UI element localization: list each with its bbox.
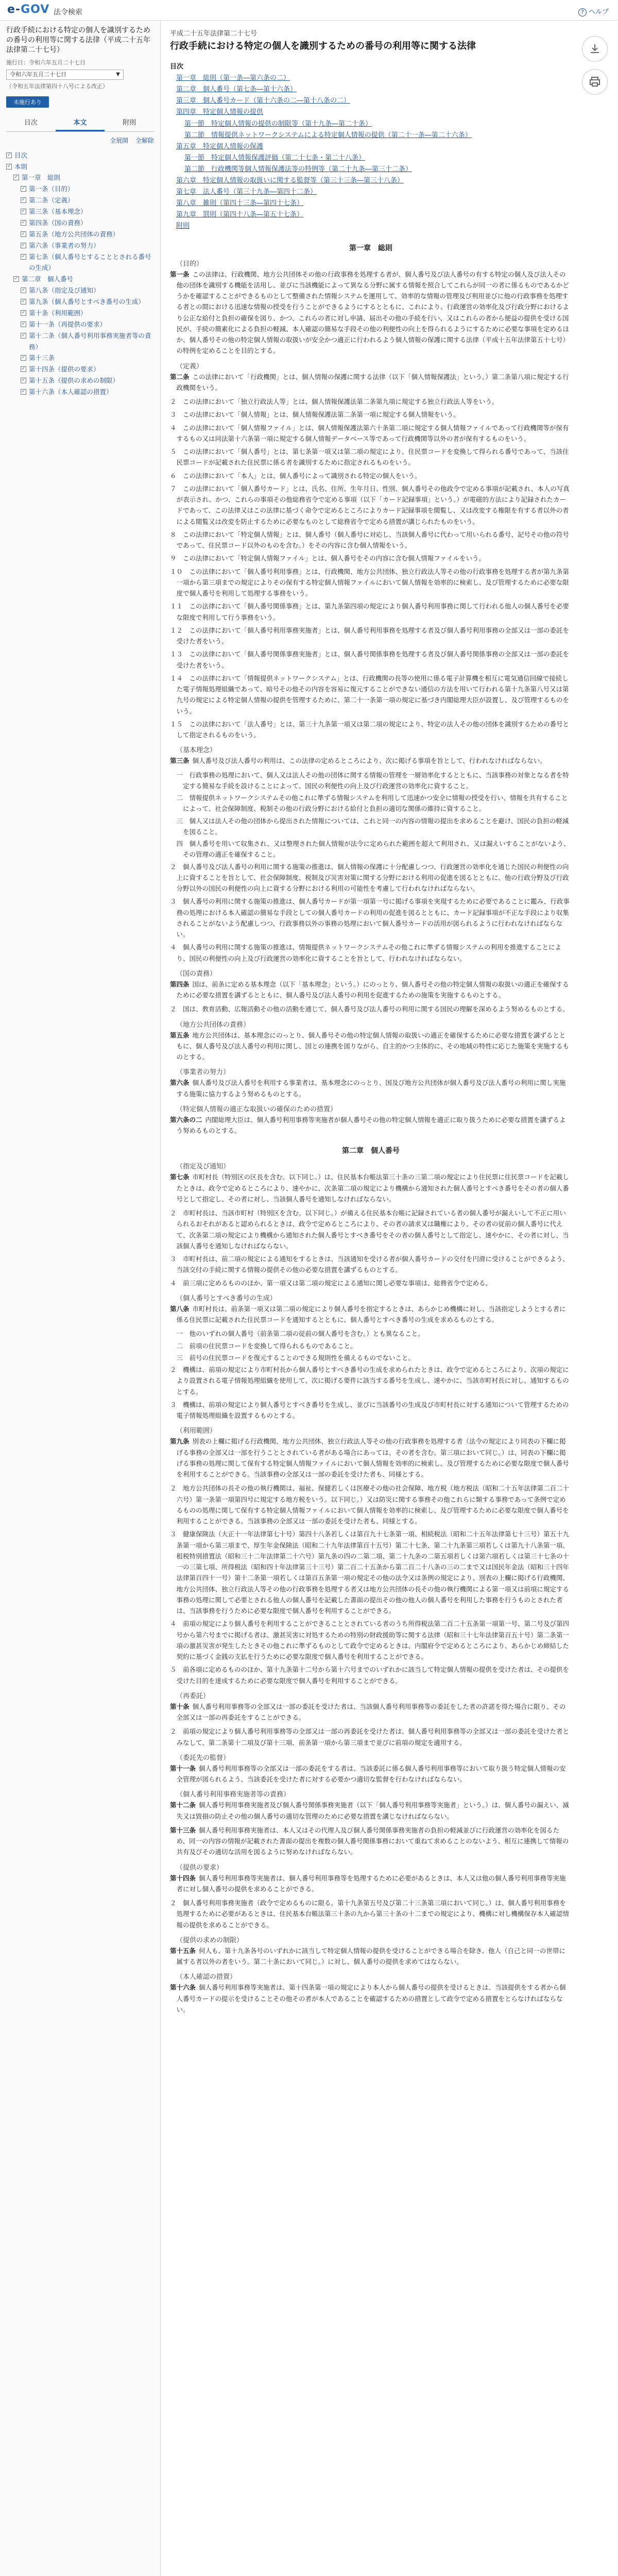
sidebar-toc-label: 第十五条（提供の求めの制限）: [29, 377, 119, 385]
article-paragraph: ２ 地方公共団体の長その他の執行機関は、福祉、保健若しくは医療その他の社会保障、地方税（地方税法（昭和二十五年法律第二百二十六号）第一条第一項第四号に規定する地方税をいう。以下同じ。）又は防災に関する事務その他これらに類する事務であって条例で定めるものの処理に関して保有する特定個人情報ファイルにおいて個人情報を効率的に検索し、及び管理するために必要な限度で個人番号を利用することができる。当該事務の全部又は一部の委託を受けた者も、同様とする。: [170, 1484, 570, 1525]
article-paragraph: ９ この法律において「特定個人情報ファイル」とは、個人番号をその内容に含む個人情報ファイルをいう。: [170, 554, 486, 563]
sidebar-toc-label: 第十一条（再提供の要求）: [29, 320, 107, 328]
article-number[interactable]: 第十六条: [170, 1984, 196, 1992]
article-paragraph: ４ 前三項に定めるもののほか、第一項又は第二項の規定による通知に関し必要な事項は、総務省令で定める。: [170, 1279, 492, 1287]
article-paragraph: ２ 前項の規定により個人番号利用事務等の全部又は一部の再委託を受けた者は、個人番号利用事務等の全部又は一部の委託を受けた者とみなして、第二条第十二項及び第十三項、前条第一項から第三項まで並びに前項の規定を適用する。: [170, 1727, 570, 1747]
article-number[interactable]: 第十四条: [170, 1874, 196, 1882]
sidebar-toc-label: 第一条（目的）: [29, 185, 74, 193]
sidebar-toc-label: 第二章 個人番号: [22, 275, 74, 283]
article-body: [170, 1800, 572, 1822]
toc-link[interactable]: 第二節 行政機関等個人情報保護法等の特例等（第二十九条―第三十二条）: [184, 165, 413, 173]
article-paragraph: ３ 個人番号の利用に関する施策の推進は、個人番号カードが第一項第一号に掲げる事項を実現するために必要であることに鑑み、行政事務の処理における本人確認の簡易な手段としての個人番号カードの利用の促進を図るとともに、カード記録事項が不正な手段により収集されることがないよう配慮しつつ、行政事務以外の事務の処理において個人番号カードの活用が図られるように行われなければならない。: [170, 897, 570, 938]
article-text: 個人番号利用事務実施者は、本人又はその代理人及び個人番号関係事務実施者の負担の軽減並びに行政運営の効率化を図るため、同一の内容の情報が記載された書面の提出を複数の個人番号関係事務において重ねて求めることのないよう、相互に連携して情報の共有及びその適切な活用を図るように努めなければならない。: [176, 1826, 569, 1856]
article-caption: （特定個人情報の適正な取扱いの確保のための措置）: [176, 1105, 337, 1113]
article-number[interactable]: 第七条: [170, 1173, 190, 1181]
help-link[interactable]: [578, 6, 609, 16]
sidebar-toc-item[interactable]: [6, 352, 154, 364]
toc-heading: 目次: [170, 63, 184, 71]
sidebar-toc-label: 第十条（利用範囲）: [29, 309, 87, 317]
article-paragraph: １２ この法律において「個人番号利用事務実施者」とは、個人番号利用事務を処理する者及び個人番号利用事務の全部又は一部の委託を受けた者をいう。: [170, 626, 570, 645]
checkbox-icon[interactable]: ✓: [21, 321, 26, 327]
article-paragraph: ３ 健康保険法（大正十一年法律第七十号）第四十八条若しくは第百九十七条第一項、相続税法（昭和二十五年法律第七十三号）第五十九条第一項から第三項まで、厚生年金保険法（昭和二十九年法律第百十五号）第二十七条、第二十九条第三項若しくは第九十八条第一項、租税特別措置法（昭和三十二年法律第二十六号）第九条の四の二第二項、第二十九条の二第五項若しくは第六項若しくは第三十七条の十一の三第七項、所得税法（昭和四十年法律第三十三号）第二百二十五条から第二百二十八条の三の二まで又は国民年金法（昭和三十四年法律第百四十一号）第十二条第一項若しくは第百五条第一項の規定その他の法令又は条例の規定により、別表の上欄に掲げる行政機関、地方公共団体、独立行政法人等その他の行政事務を処理する者又は地方公共団体の長その他の執行機関による第一項又は前項に規定する事務の処理に関して必要とされる他人の個人番号を記載した書面の提出その他の他人の個人番号を利用した事務を行うものとされた者は、当該事務を行うために必要な限度で個人番号を利用することができる。: [170, 1530, 570, 1615]
article-paragraph: ２ 個人番号及び法人番号の利用に関する施策の推進は、個人情報の保護に十分配慮しつつ、行政運営の効率化を通じた国民の利便性の向上に資することを旨として、社会保障制度、税制及び災害対策に関する分野における利用の促進を図るとともに、他の行政分野及び行政分野以外の国民の利便性の向上に資する分野における利用の可能性を考慮して行われなければならない。: [170, 862, 569, 892]
sidebar-toc-label: 第二条（定義）: [29, 196, 74, 205]
article-body: [170, 1436, 572, 1480]
sidebar-toc-item[interactable]: [6, 251, 154, 274]
checkbox-icon[interactable]: ✓: [21, 242, 26, 248]
article-number[interactable]: 第四条: [170, 980, 190, 988]
site-subtitle: 法令検索: [54, 8, 82, 16]
article-item: 三 前号の住民票コードを復元することのできる規則性を備えるものでないこと。: [176, 1353, 415, 1362]
toc-link[interactable]: 第四章 特定個人情報の提供: [176, 108, 264, 116]
article-text: 地方公共団体は、基本理念にのっとり、個人番号その他の特定個人情報の取扱いの適正を確保するために必要な措置を講ずるとともに、個人番号及び法人番号の利用に関し、国との連携を図りながら、自主的かつ主体的に、その地域の特性に応じた施策を実施するものとする。: [176, 1031, 570, 1061]
article-paragraph: １０ この法律において「個人番号利用事務」とは、行政機関、地方公共団体、独立行政法人等その他の行政事務を処理する者が第九条第一項から第三項までの規定によりその保有する特定個人情報ファイルにおいて個人情報を効率的に検索し、及び管理するために必要な限度で個人番号を利用して処理する事務をいう。: [170, 567, 570, 597]
site-header: [0, 0, 618, 21]
checkbox-icon[interactable]: ✓: [21, 186, 26, 192]
sidebar-toc-item[interactable]: [6, 229, 154, 240]
article-paragraph: ５ この法律において「個人番号」とは、第七条第一項又は第二項の規定により、住民票コードを変換して得られる番号であって、当該住民票コードが記載された住民票に係る者を識別するために指定されるものをいう。: [170, 448, 569, 467]
article-body: [170, 979, 572, 1001]
sidebar-toc-label: 目次: [14, 151, 28, 159]
sidebar-toc-item[interactable]: [6, 240, 154, 251]
article-caption: （委託先の監督）: [176, 1754, 230, 1762]
toc-link[interactable]: 第二節 情報提供ネットワークシステムによる特定個人情報の提供（第二十一条―第二十六条）: [184, 131, 472, 139]
sidebar-toc-label: 第十三条: [29, 354, 55, 362]
article-text: 個人番号利用事務等実施者は、第十四条第一項の規定により本人から個人番号の提供を受けるときは、当該提供をする者から個人番号カードの提示を受けることその他その者が本人であることを確認するための措置として政令で定める措置をとらなければならない。: [176, 1984, 566, 2013]
download-button[interactable]: [582, 36, 608, 62]
article-body: [170, 1982, 572, 2015]
article-paragraph: ６ この法律において「本人」とは、個人番号によって識別される特定の個人をいう。: [170, 471, 421, 480]
article-paragraph: １５ この法律において「法人番号」とは、第三十九条第一項又は第二項の規定により、特定の法人その他の団体を識別するための番号として指定されるものをいう。: [170, 720, 570, 739]
sidebar-toc-label: 第十二条（個人番号利用事務実施者等の責務）: [29, 331, 151, 351]
article-text: 個人番号及び法人番号の利用は、この法律の定めるところにより、次に掲げる事項を旨として、行われなければならない。: [192, 757, 546, 765]
article-text: 個人番号利用事務等の全部又は一部の委託を受けた者は、当該個人番号利用事務等の委託をした者の許諾を得た場合に限り、その全部又は一部の再委託をすることができる。: [176, 1702, 566, 1721]
article-text: 内閣総理大臣は、個人番号利用事務等実施者が個人番号その他の特定個人情報を適正に取り扱うために必要な措置を講ずるよう努めるものとする。: [176, 1115, 566, 1134]
article-text: 個人番号利用事務等の全部又は一部の委託をする者は、当該委託に係る個人番号利用事務等において取り扱う特定個人情報の安全管理が図られるよう、当該委託を受けた者に対する必要かつ適切な監督を行わなければならない。: [176, 1764, 566, 1783]
article-paragraph: ４ 個人番号の利用に関する施策の推進は、情報提供ネットワークシステムその他これに準ずる情報システムの利用を推進することにより、国民の利便性の向上及び行政運営の効率化に資することを旨として、行われなければならない。: [170, 943, 562, 962]
sidebar-toc-label: 第五条（地方公共団体の責務）: [29, 230, 119, 238]
sidebar-toc-item[interactable]: [6, 274, 154, 285]
article-caption: （地方公共団体の責務）: [176, 1021, 250, 1029]
article-body: [170, 755, 572, 766]
article-paragraph: ２ 個人番号利用事務実施者（政令で定めるものに限る。第十九条第五号及び第二十三条第三項において同じ。）は、個人番号利用事務を処理するために必要があるときは、住民基本台帳法第三十条の九から第三十条の十二までの規定により、機構に対し機構保存本人確認情報の提供を求めることができる。: [170, 1899, 570, 1929]
sidebar-toc-item[interactable]: [6, 161, 154, 173]
version-note: （令和五年法律第四十八号による改正）: [6, 82, 108, 90]
logo-gov: GOV: [21, 3, 50, 16]
toc-link[interactable]: 第九章 罰則（第四十八条―第五十七条）: [176, 211, 304, 219]
article-paragraph: １３ この法律において「個人番号関係事務実施者」とは、個人番号関係事務を処理する者及び個人番号関係事務の全部又は一部の委託を受けた者をいう。: [170, 650, 570, 669]
sidebar-toc-label: 第三条（基本理念）: [29, 208, 87, 216]
article-caption: （事業者の努力）: [176, 1069, 230, 1077]
article-caption: （目的）: [176, 260, 203, 268]
print-icon: [589, 76, 601, 88]
egov-logo[interactable]: [7, 3, 49, 16]
article-body: [170, 371, 572, 394]
version-date-value: 令和六年五月二十七日: [10, 71, 66, 78]
sidebar-toc-item[interactable]: [6, 330, 154, 353]
article-text: 個人番号利用事務実施者及び個人番号関係事務実施者（以下「個人番号利用事務等実施者」という。）は、個人番号の漏えい、滅失又は毀損の防止その他の個人番号の適切な管理のために必要な措置を講じなければならない。: [176, 1801, 569, 1820]
article-caption: （国の責務）: [176, 970, 217, 978]
article-paragraph: ８ この法律において「特定個人情報」とは、個人番号（個人番号に対応し、当該個人番号に代わって用いられる番号、記号その他の符号であって、住民票コード以外のものを含む。）をその内容に含む個人情報をいう。: [170, 530, 569, 549]
article-caption: （提供の求めの制限）: [176, 1936, 244, 1944]
sidebar-toc-label: 第四条（国の責務）: [29, 218, 87, 227]
toc-link[interactable]: 第五章 特定個人情報の保護: [176, 142, 264, 150]
toc-link[interactable]: 第七章 法人番号（第三十九条―第四十二条）: [176, 188, 317, 196]
help-label: ヘルプ: [588, 8, 609, 16]
article-text: この法律において「行政機関」とは、個人情報の保護に関する法律（以下「個人情報保護法」という。）第二条第八項に規定する行政機関をいう。: [176, 372, 569, 392]
article-number[interactable]: 第九条: [170, 1437, 190, 1446]
article-number[interactable]: 第十一条: [170, 1764, 196, 1772]
article-paragraph: １４ この法律において「情報提供ネットワークシステム」とは、行政機関の長等の使用に係る電子計算機を相互に電気通信回線で接続した電子情報処理組織であって、暗号その他その内容を容易に復元することができない通信の方法を用いて行われる第十九条第八号又は第九号の規定による特定個人情報の提供を管理するために、第二十一条第一項の規定に基づき内閣総理大臣が設置し、及び管理するものをいう。: [170, 674, 570, 715]
sidebar-toc-item[interactable]: [6, 364, 154, 375]
article-body: [170, 1114, 572, 1137]
checkbox-icon[interactable]: ✓: [14, 175, 19, 180]
article-body: [170, 1945, 572, 1968]
toc-link[interactable]: 附則: [176, 222, 190, 230]
sidebar-toc-item[interactable]: [6, 285, 154, 296]
checkbox-icon[interactable]: ✓: [21, 378, 26, 383]
article-item: 三 個人又は法人その他の団体から提出された情報については、これと同一の内容の情報の提出を求めることを避け、国民の負担の軽減を図ること。: [176, 817, 569, 836]
article-text: 何人も、第十九条各号のいずれかに該当して特定個人情報の提供を受けることができる場合を除き、他人（自己と同一の世帯に属する者以外の者をいう。第二十条において同じ。）に対し、個人番号の提供を求めてはならない。: [176, 1946, 566, 1965]
article-body: [170, 1763, 572, 1785]
toc-link[interactable]: 第三章 個人番号カード（第十六条の二―第十八条の二）: [176, 97, 351, 105]
sidebar-toc-label: 第十四条（提供の要求）: [29, 365, 100, 374]
article-number[interactable]: 第一条: [170, 270, 190, 278]
sidebar-toc-label: 第六条（事業者の努力）: [29, 241, 100, 249]
article-body: [170, 1303, 572, 1326]
article-number[interactable]: 第十五条: [170, 1946, 196, 1955]
checkbox-icon[interactable]: ✓: [21, 332, 26, 338]
article-paragraph: ４ この法律において「個人情報ファイル」とは、個人情報保護法第六十条第二項に規定する個人情報ファイルであって行政機関等が保有するもの又は同法第十六条第一項に規定する個人情報データベース等であって行政機関等以外の者が保有するものをいう。: [170, 423, 569, 443]
article-text: 個人番号利用事務等実施者は、個人番号利用事務等を処理するために必要があるときは、本人又は他の個人番号利用事務等実施者に対し個人番号の提供を求めることができる。: [176, 1874, 566, 1893]
article-number[interactable]: 第六条: [170, 1079, 190, 1087]
checkbox-icon[interactable]: ✓: [21, 287, 26, 293]
checkbox-icon[interactable]: ✓: [21, 197, 26, 203]
article-caption: （利用範囲）: [176, 1427, 217, 1435]
article-body: [170, 1030, 572, 1063]
article-caption: （個人番号とすべき番号の生成）: [176, 1294, 277, 1302]
help-icon: ?: [578, 8, 587, 16]
sidebar-toc-item[interactable]: [6, 217, 154, 229]
chevron-down-icon: ▼: [116, 71, 120, 77]
checkbox-icon[interactable]: ✓: [21, 366, 26, 372]
sidebar-law-meta: 施行日：令和六年五月二十七日: [6, 59, 85, 66]
sidebar-toc-label: 第一章 総則: [22, 174, 61, 182]
article-caption: （基本理念）: [176, 747, 217, 755]
checkbox-icon[interactable]: ✓: [21, 253, 26, 259]
article-paragraph: ２ 機構は、前項の規定により市町村長から個人番号とすべき番号の生成を求められたときは、政令で定めるところにより、次項の規定により設置される電子情報処理組織を使用して、次に掲げる要件に該当する番号を生成し、速やかに、当該市町村長に対し、通知するものとする。: [170, 1366, 569, 1396]
chapter-heading: 第二章 個人番号: [342, 1147, 400, 1156]
sidebar-toc-item[interactable]: [6, 308, 154, 319]
checkbox-icon[interactable]: ✓: [21, 389, 26, 395]
article-paragraph: ２ この法律において「独立行政法人等」とは、個人情報保護法第二条第九項に規定する独立行政法人等をいう。: [170, 398, 499, 405]
article-paragraph: ４ 前項の規定により個人番号を利用することができることとされている者のうち所得税法第二百二十五条第一項第一号、第二号及び第四号から第六号までに掲げる者は、激甚災害に対処するための特別の財政援助等に関する法律（昭和三十七年法律第百五十号）第二条第一項の激甚災害が発生したときその他これに準ずるものとして政令で定めるときは、内閣府令で定めるところにより、あらかじめ締結した契約に基づく金銭の支払を行うために必要な限度で個人番号を利用することができる。: [170, 1620, 570, 1660]
article-body: [170, 1873, 572, 1895]
sidebar-toc-item[interactable]: [6, 150, 154, 161]
law-number: 平成二十五年法律第二十七号: [170, 30, 258, 38]
expand-controls: [0, 132, 160, 149]
logo-e: e-: [7, 3, 21, 16]
article-paragraph: ５ 前各項に定めるもののほか、第十九条第十二号から第十六号までのいずれかに該当して特定個人情報の提供を受けた者は、その提供を受けた目的を達成するために必要な限度で個人番号を利用することができる。: [170, 1666, 570, 1685]
article-item: 一 他のいずれの個人番号（前条第二項の従前の個人番号を含む。）とも異なること。: [176, 1330, 424, 1338]
sidebar-toc-item[interactable]: [6, 296, 154, 308]
sidebar: [0, 21, 161, 2576]
toc-link[interactable]: 第二章 個人番号（第七条―第十六条）: [176, 86, 297, 94]
tab-supplementary[interactable]: 附則: [123, 118, 136, 127]
toc-link[interactable]: 第一節 特定個人情報の提供の制限等（第十九条―第二十条）: [184, 120, 372, 128]
article-caption: （本人確認の措置）: [176, 1973, 237, 1981]
article-text: この法律は、行政機関、地方公共団体その他の行政事務を処理する者が、個人番号及び法人番号の有する特定の個人及び法人その他の団体を識別する機能を活用し、並びに当該機能によって異なる分野に属する情報を照合してこれらが同一の者に係るものであるかどうかを確認することができるものとして整備された情報システムを運用して、効率的な情報の管理及び利用並びに他の行政事務を処理する者との間における迅速な情報の授受を行うことができるようにするとともに、これにより、行政運営の効率化及び行政分野におけるより公正な給付と負担の確保を図り、かつ、これらの者に対し申請、届出その他の手続を行い、又はこれらの者から便益の提供を受ける国民が、手続の簡素化による負担の軽減、本人確認の簡易な手段その他の利便性の向上を得られるようにするために必要な事項を定めるほか、個人番号その他の特定個人情報の取扱いが安全かつ適正に行われるよう個人情報の保護に関する法律（平成十五年法律第五十七号）の特例を定めることを目的とする。: [176, 270, 570, 355]
sidebar-toc-item[interactable]: [6, 183, 154, 195]
print-button[interactable]: [582, 69, 608, 95]
sidebar-toc-item[interactable]: [6, 206, 154, 217]
article-body: [170, 269, 572, 357]
sidebar-toc: [0, 149, 160, 399]
badge-row: [0, 92, 160, 110]
article-text: 市町村長は、前条第一項又は第二項の規定により個人番号を指定するときは、あらかじめ機構に対し、当該指定しようとする者に係る住民票に記載された住民票コードを通知するとともに、個人番号とすべき番号の生成を求めるものとする。: [176, 1304, 566, 1324]
sidebar-law-title: 行政手続における特定の個人を識別するための番号の利用等に関する法律（平成二十五年法律第二十七号）: [6, 26, 150, 54]
article-text: 国は、前条に定める基本理念（以下「基本理念」という。）にのっとり、個人番号その他の特定個人情報の取扱いの適正を確保するために必要な措置を講ずるとともに、個人番号及び法人番号の利用を促進するための施策を実施するものとする。: [176, 980, 569, 999]
toc-link[interactable]: 第一章 総則（第一条―第六条の二）: [176, 74, 290, 82]
article-text: 市町村長（特別区の区長を含む。以下同じ。）は、住民基本台帳法第三十条の三第二項の規定により住民票に住民票コードを記載したときは、政令で定めるところにより、速やかに、次条第二項の規定により機構から通知された個人番号とすべき番号をその者の個人番号として指定し、その者に対し、当該個人番号を通知しなければならない。: [176, 1173, 569, 1203]
sidebar-toc-label: 第八条（指定及び通知）: [29, 286, 100, 295]
checkbox-icon[interactable]: ✓: [21, 209, 26, 214]
article-body: [170, 1825, 572, 1858]
checkbox-icon[interactable]: ✓: [7, 163, 11, 169]
download-icon: [589, 43, 601, 55]
article-caption: （再委託）: [176, 1692, 210, 1700]
article-number[interactable]: 第三条: [170, 757, 190, 765]
article-body: [170, 1701, 572, 1723]
article-number[interactable]: 第十二条: [170, 1801, 196, 1809]
article-paragraph: ２ 国は、教育活動、広報活動その他の活動を通じて、個人番号及び法人番号の利用に関する国民の理解を深めるよう努めるものとする。: [170, 1005, 569, 1013]
sidebar-toc-item[interactable]: [6, 172, 154, 183]
toc-link[interactable]: 第一節 特定個人情報保護評価（第二十七条・第二十八条）: [184, 154, 366, 162]
chapter-heading: 第一章 総則: [349, 244, 392, 252]
unenforced-badge[interactable]: 未施行あり: [6, 96, 49, 108]
sidebar-tabs: [6, 114, 154, 132]
sidebar-toc-item[interactable]: [6, 319, 154, 330]
article-paragraph: １１ この法律において「個人番号関係事務」とは、第九条第四項の規定により個人番号利用事務に関して行われる他人の個人番号を必要な限度で利用して行う事務をいう。: [170, 602, 570, 621]
sidebar-toc-label: 第十六条（本人確認の措置）: [29, 388, 113, 396]
sidebar-toc-item[interactable]: [6, 386, 154, 398]
article-caption: （個人番号利用事務実施者等の責務）: [176, 1791, 290, 1799]
expand-all-button[interactable]: 全展開: [110, 137, 129, 144]
article-item: 二 前項の住民票コードを変換して得られるものであること。: [176, 1342, 357, 1350]
article-caption: （指定及び通知）: [176, 1163, 230, 1171]
article-caption: （提供の要求）: [176, 1863, 224, 1872]
article-number[interactable]: 第五条: [170, 1031, 190, 1039]
toc-link[interactable]: 第六章 特定個人情報の取扱いに関する監督等（第三十三条―第三十八条）: [176, 177, 404, 185]
toc-link[interactable]: 第八章 雑則（第四十三条―第四十七条）: [176, 199, 304, 208]
article-number[interactable]: 第十条: [170, 1702, 190, 1710]
article-paragraph: ７ この法律において「個人番号カード」とは、氏名、住所、生年月日、性別、個人番号その他政令で定める事項が記載され、本人の写真が表示され、かつ、これらの事項その他総務省令で定める事項（以下「カード記録事項」という。）が電磁的方法により記録されたカードであって、この法律又はこの法律に基づく命令で定めるところによりカード記録事項を閲覧し、又は改変する権限を有する者以外の者による閲覧又は改変を防止するために必要なものとして総務省令で定める措置が講じられたものをいう。: [170, 484, 570, 526]
article-paragraph: ３ この法律において「個人情報」とは、個人情報保護法第二条第一項に規定する個人情報をいう。: [170, 411, 460, 419]
article-item: 一 行政事務の処理において、個人又は法人その他の団体に関する情報の管理を一層効率化するとともに、当該事務の対象となる者を特定する簡易な手続を設けることによって、国民の利便性の向上及び行政運営の効率化に資すること。: [176, 771, 569, 790]
checkbox-icon[interactable]: ✓: [14, 276, 19, 282]
article-text: 個人番号及び法人番号を利用する事業者は、基本理念にのっとり、国及び地方公共団体が個人番号及び法人番号の利用に関し実施する施策に協力するよう努めるものとする。: [176, 1079, 566, 1098]
sidebar-toc-label: 本則: [14, 162, 28, 171]
checkbox-icon[interactable]: ✓: [21, 310, 26, 315]
article-item: 二 情報提供ネットワークシステムその他これに準ずる情報システムを利用して迅速かつ安全に情報の授受を行い、情報を共有することによって、社会保障制度、税制その他の行政分野における給付と負担の適切な関係の維持に資すること。: [176, 794, 568, 813]
article-text: 別表の上欄に掲げる行政機関、地方公共団体、独立行政法人等その他の行政事務を処理する者（法令の規定により同表の下欄に掲げる事務の全部又は一部を行うこととされている者がある場合にあっては、その者を含む。第三項において同じ。）は、同表の下欄に掲げる事務の処理に関して保有する特定個人情報ファイルにおいて個人情報を効率的に検索し、及び管理するために必要な限度で個人番号を利用することができる。当該事務の全部又は一部の委託を受けた者も、同様とする。: [176, 1437, 569, 1478]
checkbox-icon[interactable]: ✓: [21, 355, 26, 361]
article-body: [170, 1172, 572, 1205]
article-number[interactable]: 第六条の二: [170, 1115, 202, 1124]
checkbox-icon[interactable]: ✓: [21, 231, 26, 236]
article-paragraph: ２ 市町村長は、当該市町村（特別区を含む。以下同じ。）が備える住民基本台帳に記録されている者の個人番号が漏えいして不正に用いられるおそれがあると認められるときは、政令で定めるところにより、その者の請求又は職権により、その者の従前の個人番号に代えて、次条第二項の規定により機構から通知された個人番号とすべき番号をその者の個人番号として指定し、速やかに、その者に対し、当該個人番号を通知しなければならない。: [170, 1209, 569, 1250]
article-number[interactable]: 第十三条: [170, 1826, 196, 1834]
checkbox-icon[interactable]: ✓: [21, 219, 26, 225]
sidebar-toc-label: 第九条（個人番号とすべき番号の生成）: [29, 298, 145, 306]
checkbox-icon[interactable]: ✓: [7, 152, 11, 158]
article-body: [170, 1077, 572, 1099]
article-number[interactable]: 第二条: [170, 372, 190, 381]
article-item: 四 個人番号を用いて収集され、又は整理された個人情報が法令に定められた範囲を超えて利用され、又は漏えいすることがないよう、その管理の適正を確保すること。: [176, 840, 570, 859]
article-caption: （定義）: [176, 362, 203, 370]
article-number[interactable]: 第八条: [170, 1304, 190, 1313]
sidebar-toc-item[interactable]: [6, 375, 154, 386]
sidebar-toc-label: 第七条（個人番号とすることとされる番号の生成）: [29, 252, 151, 272]
article-paragraph: ３ 機構は、前項の規定により個人番号とすべき番号を生成し、並びに当該番号の生成及び市町村長に対する通知について管理するための電子情報処理組織を設置するものとする。: [170, 1400, 569, 1419]
tab-body[interactable]: 本文: [56, 114, 105, 131]
tab-toc[interactable]: 目次: [24, 118, 38, 127]
checkbox-icon[interactable]: ✓: [21, 299, 26, 304]
articles: [170, 243, 572, 2015]
page-title: 行政手続における特定の個人を識別するための番号の利用等に関する法律: [170, 41, 476, 52]
main-content: [170, 28, 572, 2018]
tool-buttons: [582, 36, 611, 102]
main-toc: [170, 73, 572, 232]
article-paragraph: ３ 市町村長は、前二項の規定による通知をするときは、当該通知を受ける者が個人番号カードの交付を円滑に受けることができるよう、当該交付の手続に関する情報の提供その他の必要な措置を講ずるものとする。: [170, 1255, 570, 1274]
collapse-all-button[interactable]: 全解除: [135, 137, 154, 144]
version-date-select[interactable]: [6, 70, 124, 80]
sidebar-toc-item[interactable]: [6, 195, 154, 206]
